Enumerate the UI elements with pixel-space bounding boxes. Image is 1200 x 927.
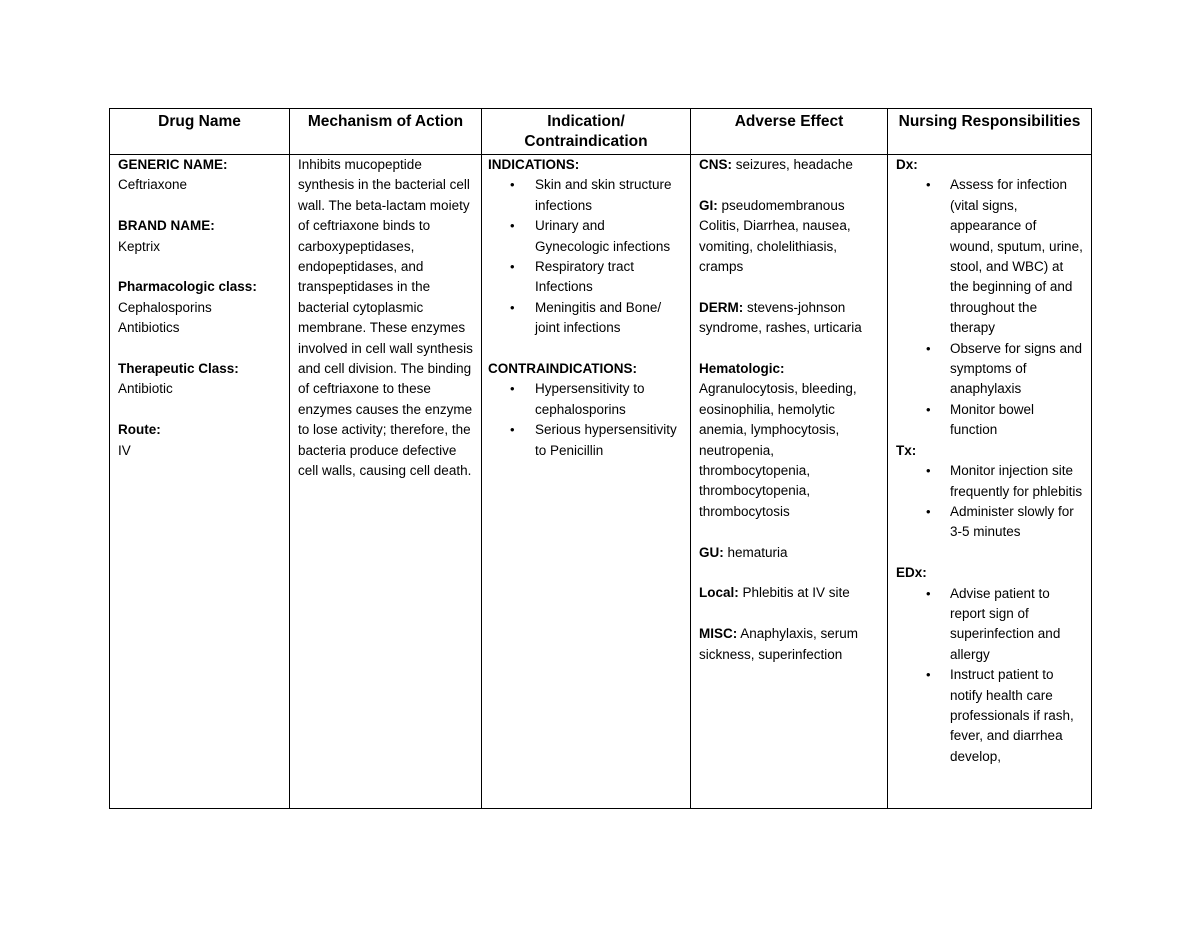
local-label: Local: <box>699 585 739 601</box>
list-item: • Urinary and Gynecologic infections <box>488 216 682 257</box>
cns-label: CNS: <box>699 157 732 172</box>
adverse-derm <box>699 298 879 339</box>
indications-list <box>488 175 682 338</box>
therapeutic-class-label: Therapeutic Class: <box>118 361 239 377</box>
route-label: Route: <box>118 422 161 438</box>
mechanism-text: Inhibits mucopeptide synthesis in the bacterial cell wall. The beta-lactam moiety of ceftriaxone binds to carboxypeptidases, endopeptidases, and transpeptidases in the bacterial cytoplasmic membrane. These enzymes involved in cell wall synthesis and cell division. The binding of ceftriaxone to these enzymes causes the enzyme to lose activity; therefore, the bacteria produce defective cell walls, causing cell death. <box>298 157 473 479</box>
local-text: Phlebitis at IV site <box>738 585 850 601</box>
contraindications-label: CONTRAINDICATIONS: <box>488 361 637 377</box>
pharmacologic-class-value: Cephalosporins <box>118 299 212 315</box>
edx-list <box>896 584 1083 768</box>
misc-label: MISC: <box>699 626 738 642</box>
misc-text: Anaphylaxis, serum sickness, superinfection <box>699 626 859 662</box>
indications-label: INDICATIONS: <box>488 157 580 172</box>
gi-text: pseudomembranous Colitis, Diarrhea, nausea, vomiting, cholelithiasis, cramps <box>699 197 851 275</box>
generic-name-label: GENERIC NAME: <box>118 157 228 172</box>
list-item: • Serious hypersensitivity to Penicillin <box>488 420 682 461</box>
dx-list <box>896 175 1083 440</box>
derm-text: stevens-johnson syndrome, rashes, urticaria <box>699 299 862 336</box>
list-item: • Skin and skin structure infections <box>488 175 682 216</box>
adverse-misc <box>699 624 879 665</box>
brand-name-label: BRAND NAME: <box>118 218 215 234</box>
nursing-responsibilities-cell <box>888 155 1092 809</box>
pharmacologic-class-value-2: Antibiotics <box>118 320 180 336</box>
therapeutic-class-value: Antibiotic <box>118 381 173 397</box>
list-item: • Monitor bowel function <box>896 400 1083 441</box>
gi-label: GI: <box>699 197 718 213</box>
header-indication: Indication/ Contraindication <box>482 109 691 155</box>
list-item: • Observe for signs and symptoms of anaphylaxis <box>896 339 1083 400</box>
list-item: • Meningitis and Bone/ joint infections <box>488 298 682 339</box>
adverse-local <box>699 583 879 603</box>
content-row <box>110 155 1092 809</box>
edx-label: EDx: <box>896 565 927 581</box>
pharmacologic-class-label: Pharmacologic class: <box>118 279 257 295</box>
mechanism-cell <box>290 155 482 809</box>
adverse-hematologic-text: Agranulocytosis, bleeding, eosinophilia, hemolytic anemia, lymphocytosis, neutropenia, thrombocytopenia, thrombocytopenia, thrombocytosis <box>699 381 857 519</box>
tx-label: Tx: <box>896 442 917 458</box>
generic-name-value: Ceftriaxone <box>118 177 188 193</box>
brand-name-value: Keptrix <box>118 238 161 254</box>
dx-label: Dx: <box>896 157 918 172</box>
adverse-gi <box>699 196 879 278</box>
header-mechanism: Mechanism of Action <box>290 109 482 155</box>
adverse-hematologic-label: Hematologic: <box>699 361 785 377</box>
list-item: • Advise patient to report sign of superinfection and allergy <box>896 584 1083 666</box>
header-row <box>110 109 1092 155</box>
gu-label: GU: <box>699 544 724 560</box>
adverse-gu <box>699 543 879 563</box>
list-item: • Monitor injection site frequently for phlebitis <box>896 461 1083 502</box>
cns-text: seizures, headache <box>732 157 853 172</box>
list-item: • Instruct patient to notify health care professionals if rash, fever, and diarrhea develop, <box>896 665 1083 767</box>
header-adverse-effect: Adverse Effect <box>691 109 888 155</box>
derm-label: DERM: <box>699 299 744 315</box>
indication-cell <box>482 155 691 809</box>
list-item: • Assess for infection (vital signs, appearance of wound, sputum, urine, stool, and WBC) at the beginning of and throughout the therapy <box>896 175 1083 338</box>
header-drug-name: Drug Name <box>110 109 290 155</box>
tx-list <box>896 461 1083 543</box>
list-item: • Respiratory tract Infections <box>488 257 682 298</box>
gu-text: hematuria <box>723 544 788 560</box>
list-item: • Hypersensitivity to cephalosporins <box>488 379 682 420</box>
drug-name-cell <box>110 155 290 809</box>
list-item: • Administer slowly for 3-5 minutes <box>896 502 1083 543</box>
header-nursing-responsibilities: Nursing Responsibilities <box>888 109 1092 155</box>
route-value: IV <box>118 442 131 458</box>
contraindications-list <box>488 379 682 461</box>
adverse-effect-cell <box>691 155 888 809</box>
drug-study-table <box>109 108 1092 809</box>
adverse-cns <box>699 155 879 175</box>
